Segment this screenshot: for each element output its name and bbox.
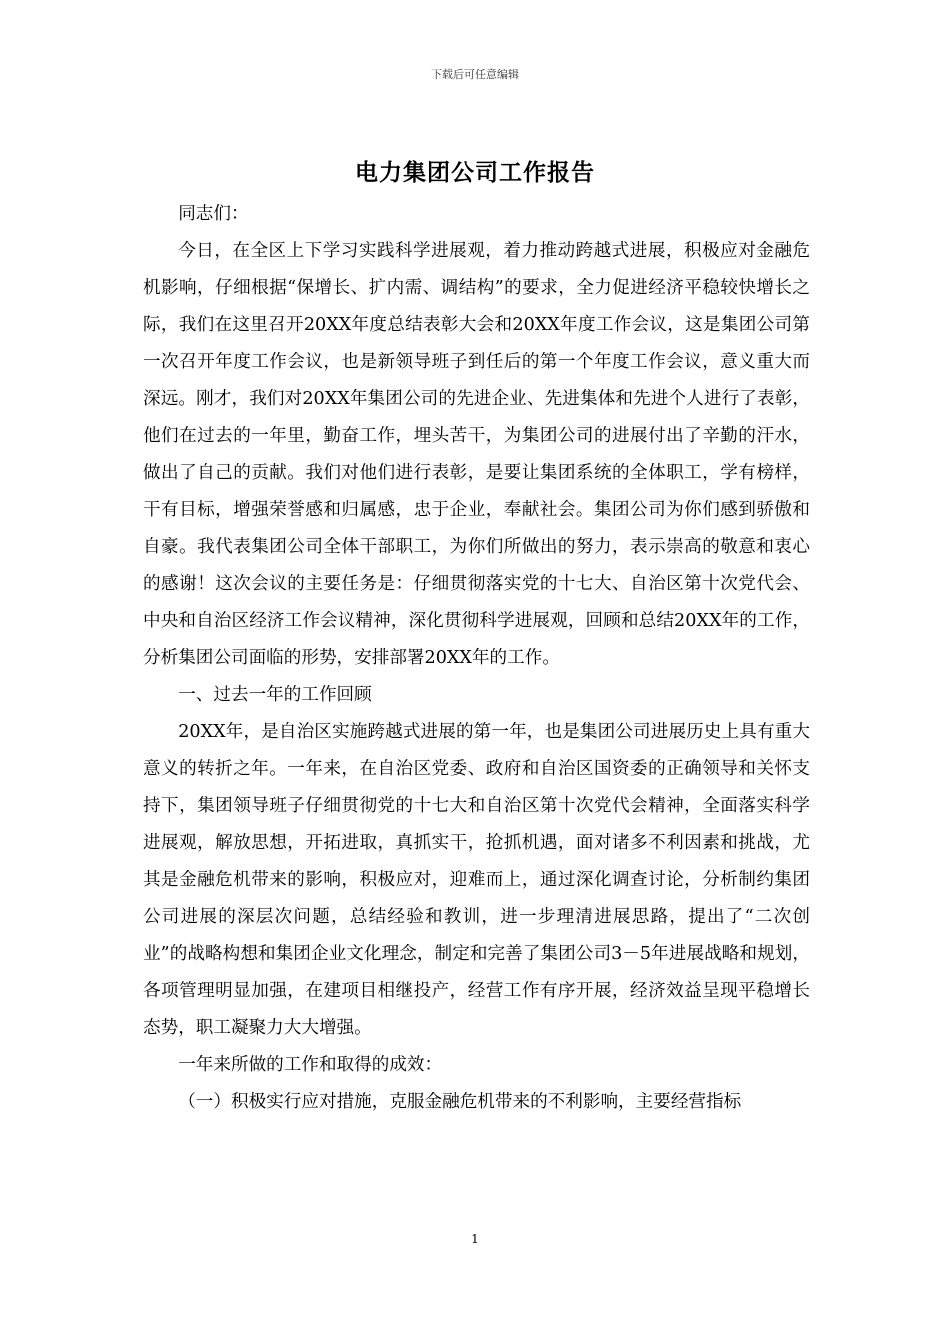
- salutation: 同志们：: [178, 204, 249, 224]
- section-heading: 一、过去一年的工作回顾: [178, 685, 372, 705]
- page-header: 下载后可任意编辑: [431, 68, 519, 81]
- subsection-heading: （一）积极实行应对措施，克服金融危机带来的不利影响，主要经营指标: [178, 1092, 742, 1112]
- paragraph-review: 20XX年，是自治区实施跨越式进展的第一年，也是集团公司进展历史上具有重大意义的转折之年。一年来，在自治区党委、政府和自治区国资委的正确领导和关怀支持下，集团领导班子仔细贯彻党的十七大和自治区第十次党代会精神，全面落实科学进展观，解放思想，开拓进取，真抓实干，抢抓机遇，面对诸多不利因素和挑战，尤其是金融危机带来的影响，积极应对，迎难而上，通过深化调查讨论，分析制约集团公司进展的深层次问题，总结经验和教训，进一步理清进展思路，提出了“二次创业”的战略构想和集团企业文化理念，制定和完善了集团公司3－5年进展战略和规划，各项管理明显加强，在建项目相继投产，经营工作有序开展，经济效益呈现平稳增长态势，职工凝聚力大大增强。: [143, 722, 810, 1038]
- paragraph-achievements-intro: 一年来所做的工作和取得的成效：: [178, 1055, 443, 1075]
- paragraph-opening: 今日，在全区上下学习实践科学进展观，着力推动跨越式进展，积极应对金融危机影响，仔细根据“保增长、扩内需、调结构”的要求，全力促进经济平稳较快增长之际，我们在这里召开20XX年度总结表彰大会和20XX年度工作会议，这是集团公司第一次召开年度工作会议，也是新领导班子到任后的第一个年度工作会议，意义重大而深远。刚才，我们对20XX年集团公司的先进企业、先进集体和先进个人进行了表彰，他们在过去的一年里，勤奋工作，埋头苦干，为集团公司的进展付出了辛勤的汗水，做出了自己的贡献。我们对他们进行表彰，是要让集团系统的全体职工，学有榜样，干有目标，增强荣誉感和归属感，忠于企业，奉献社会。集团公司为你们感到骄傲和自豪。我代表集团公司全体干部职工，为你们所做出的努力，表示崇高的敬意和衷心的感谢！这次会议的主要任务是：仔细贯彻落实党的十七大、自治区第十次党代会、中央和自治区经济工作会议精神，深化贯彻科学进展观，回顾和总结20XX年的工作，分析集团公司面临的形势，安排部署20XX年的工作。: [143, 241, 810, 668]
- document-body: [143, 196, 810, 1121]
- page-number: 1: [471, 1232, 479, 1246]
- document-title: 电力集团公司工作报告: [355, 159, 595, 186]
